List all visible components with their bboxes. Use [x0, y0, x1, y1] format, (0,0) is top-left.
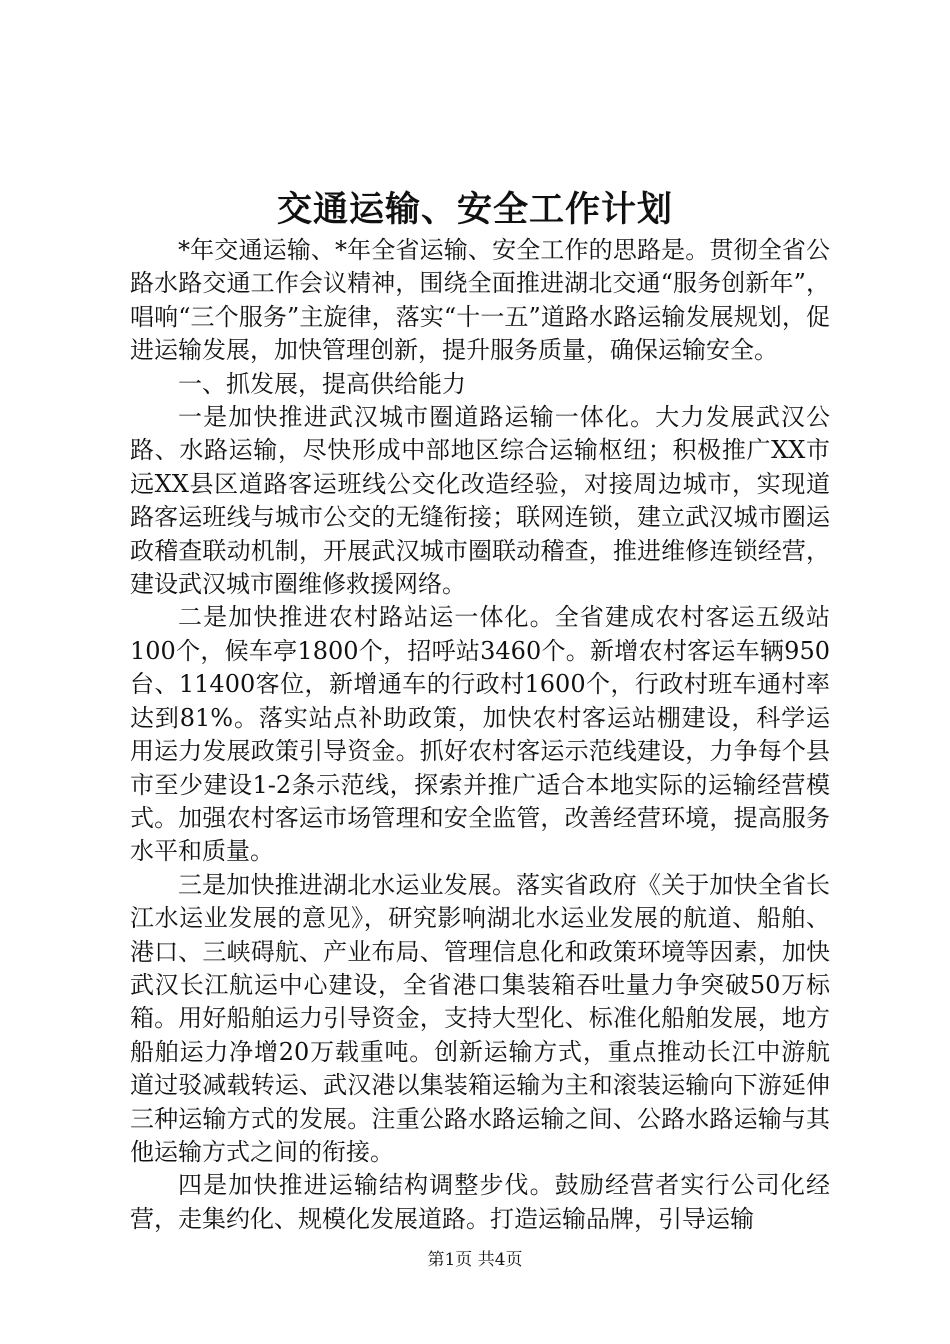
paragraph-item-1: 一是加快推进武汉城市圈道路运输一体化。大力发展武汉公路、水路运输，尽快形成中部地区综合运输枢纽；积极推广XX市远XX县区道路客运班线公交化改造经验，对接周边城市，实现道路客运班线与城市公交的无缝衔接；联网连锁，建立武汉城市圈运政稽查联动机制，开展武汉城市圈联动稽查，推进维修连锁经营，建设武汉城市圈维修救援网络。 — [130, 403, 830, 599]
page-number-footer: 第1页 共4页 — [427, 1250, 523, 1270]
paragraph-item-4: 四是加快推进运输结构调整步伐。鼓励经营者实行公司化经营，走集约化、规模化发展道路。打造运输品牌，引导运输 — [130, 1171, 830, 1233]
document-title: 交通运输、安全工作计划 — [276, 189, 673, 230]
paragraph-item-3: 三是加快推进湖北水运业发展。落实省政府《关于加快全省长江水运业发展的意见》，研究影响湖北水运业发展的航道、船舶、港口、三峡碍航、产业布局、管理信息化和政策环境等因素，加快武汉长江航运中心建设，全省港口集装箱吞吐量力争突破50万标箱。用好船舶运力引导资金，支持大型化、标准化船舶发展，地方船舶运力净增20万载重吨。创新运输方式，重点推动长江中游航道过驳减载转运、武汉港以集装箱运输为主和滚装运输向下游延伸三种运输方式的发展。注重公路水路运输之间、公路水路运输与其他运输方式之间的衔接。 — [130, 870, 830, 1166]
paragraph-intro: *年交通运输、*年全省运输、安全工作的思路是。贯彻全省公路水路交通工作会议精神，围绕全面推进湖北交通“服务创新年”，唱响“三个服务”主旋律，落实“十一五”道路水路运输发展规划，促进运输发展，加快管理创新，提升服务质量，确保运输安全。 — [130, 236, 830, 365]
paragraph-item-2: 二是加快推进农村路站运一体化。全省建成农村客运五级站100个，候车亭1800个，招呼站3460个。新增农村客运车辆950台、11400客位，新增通车的行政村1600个，行政村班车通村率达到81%。落实站点补助政策，加快农村客运站棚建设，科学运用运力发展政策引导资金。抓好农村客运示范线建设，力争每个县市至少建设1-2条示范线，探索并推广适合本地实际的运输经营模式。加强农村客运市场管理和安全监管，改善经营环境，提高服务水平和质量。 — [130, 603, 830, 866]
document-body — [130, 234, 830, 1236]
section-heading: 一、抓发展，提高供给能力 — [178, 369, 466, 398]
